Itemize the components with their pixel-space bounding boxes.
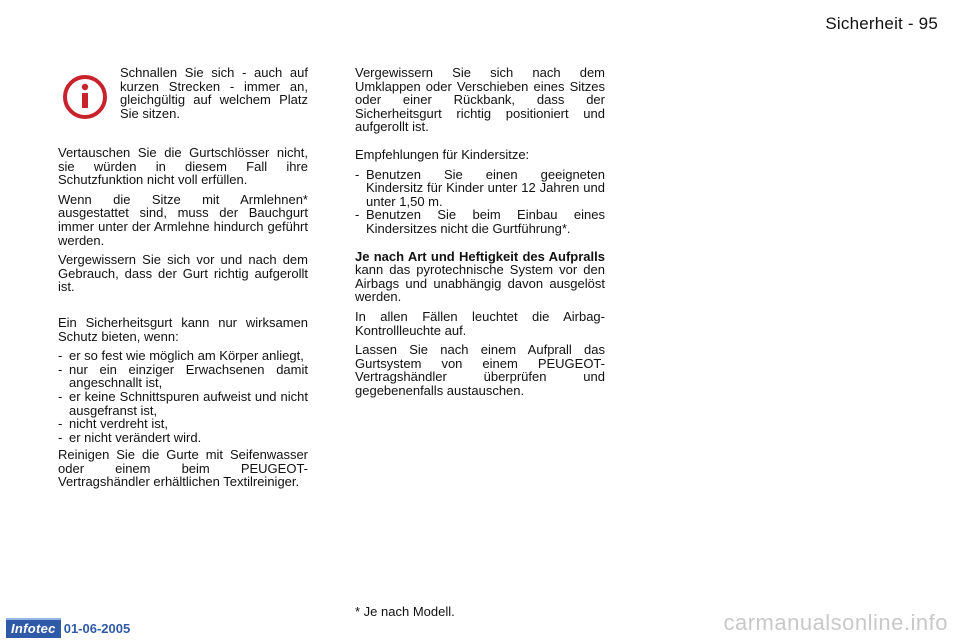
info-note xyxy=(58,66,308,132)
list-item: - er so fest wie möglich am Körper anliegt, xyxy=(58,349,308,363)
info-icon xyxy=(62,74,108,120)
bold-phrase: Je nach Art und Heftigkeit des Aufpralls xyxy=(355,248,605,264)
watermark: carmanualsonline.info xyxy=(723,610,948,635)
footer xyxy=(6,619,130,637)
paragraph: Lassen Sie nach einem Aufprall das Gurtsystem von einem PEUGEOT-Vertragshändler überprüfen und gegebenenfalls austauschen. xyxy=(355,342,605,398)
list-item: - nicht verdreht ist, xyxy=(58,417,308,431)
paragraph: Vertauschen Sie die Gurtschlösser nicht, sie würden in diesem Fall ihre Schutzfunktion nicht voll erfüllen. xyxy=(58,145,308,188)
paragraph-rest: kann das pyrotechnische System vor den Airbags und unabhängig davon ausgelöst werden. xyxy=(355,262,605,305)
paragraph xyxy=(355,250,605,304)
belt-conditions-list xyxy=(58,349,308,444)
paragraph: Empfehlungen für Kindersitze: xyxy=(355,146,530,162)
info-note-text: Schnallen Sie sich - auch auf kurzen Strecken - immer an, gleichgültig auf welchem Platz Sie sitzen. xyxy=(120,65,308,121)
list-item: - Benutzen Sie beim Einbau eines Kindersitzes nicht die Gurtführung*. xyxy=(355,208,605,235)
left-column xyxy=(58,66,308,495)
list-item: - nur ein einziger Erwachsenen damit angeschnallt ist, xyxy=(58,363,308,390)
paragraph: In allen Fällen leuchtet die Airbag-Kontrollleuchte auf. xyxy=(355,308,605,338)
paragraph: Reinigen Sie die Gurte mit Seifenwasser oder einem beim PEUGEOT-Vertragshändler erhältlichen Textilreiniger. xyxy=(58,447,308,490)
list-item: - er keine Schnittspuren aufweist und nicht ausgefranst ist, xyxy=(58,390,308,417)
paragraph: Wenn die Sitze mit Armlehnen* ausgestattet sind, muss der Bauchgurt immer unter der Armlehne hindurch geführt werden. xyxy=(58,191,308,248)
paragraph: Ein Sicherheitsgurt kann nur wirksamen Schutz bieten, wenn: xyxy=(58,314,308,344)
infotec-logo: Infotec xyxy=(6,618,61,638)
paragraph: Vergewissern Sie sich vor und nach dem Gebrauch, dass der Gurt richtig aufgerollt ist. xyxy=(58,252,308,295)
list-item: - Benutzen Sie einen geeigneten Kindersitz für Kinder unter 12 Jahren und unter 1,50 m. xyxy=(355,168,605,209)
right-column xyxy=(355,66,605,403)
footer-date: 01-06-2005 xyxy=(63,620,131,636)
list-item: - er nicht verändert wird. xyxy=(58,431,308,445)
page-title: Sicherheit - 95 xyxy=(825,14,938,33)
child-seat-list xyxy=(355,168,605,236)
footnote: * Je nach Modell. xyxy=(355,604,455,619)
paragraph: Vergewissern Sie sich nach dem Umklappen oder Verschieben eines Sitzes oder einer Rückbank, dass der Sicherheitsgurt richtig positioniert und aufgerollt ist. xyxy=(355,65,605,135)
